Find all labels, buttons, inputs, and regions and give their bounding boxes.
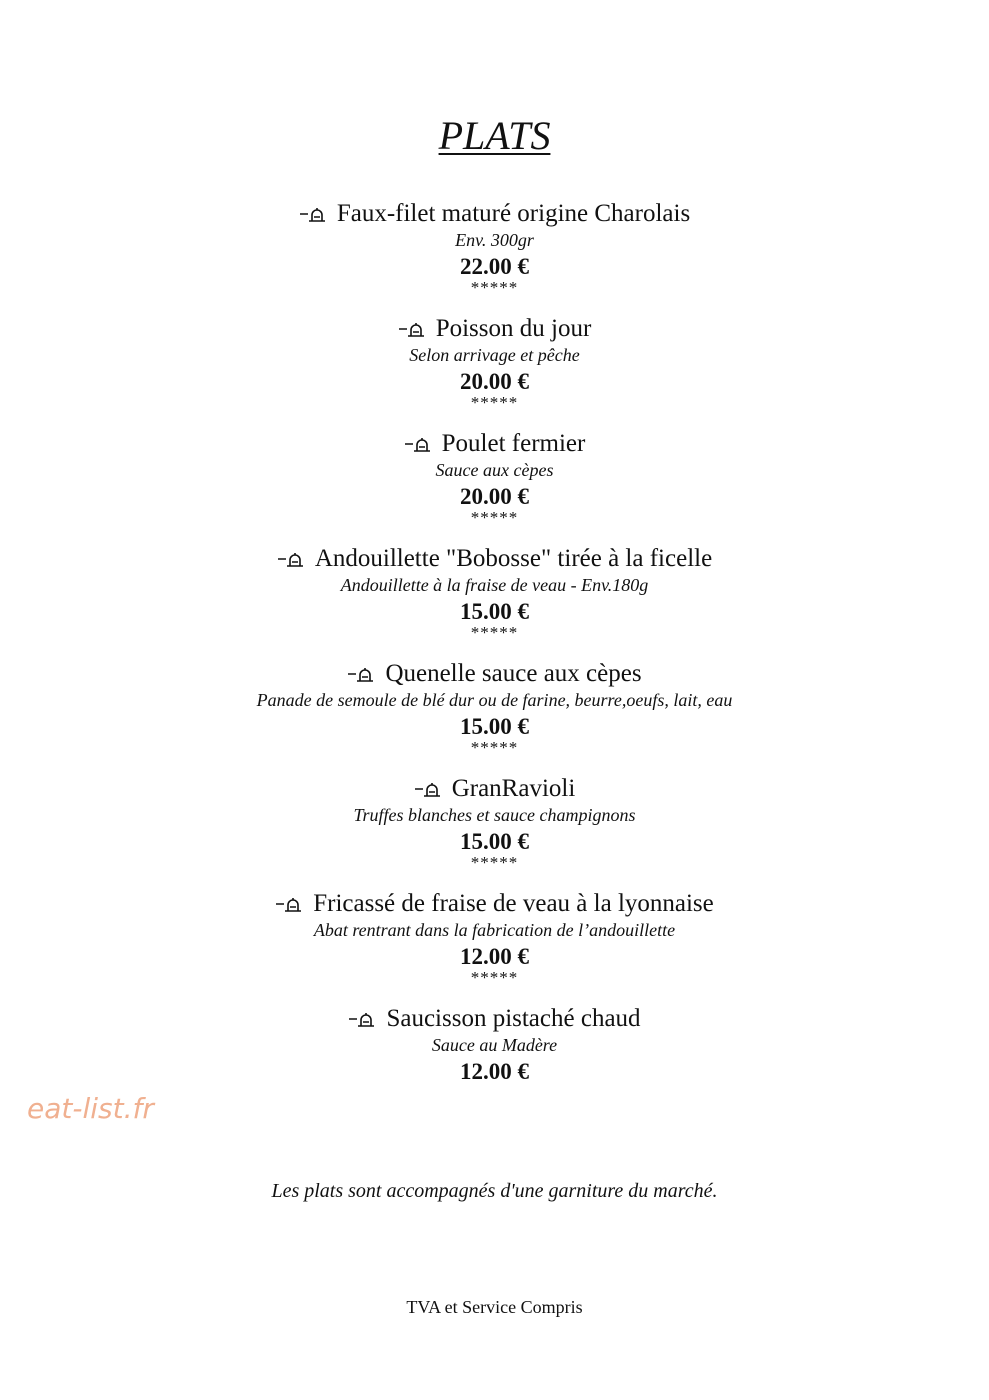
dish-name: Faux-filet maturé origine Charolais — [336, 200, 691, 227]
dish-price: 22.00 € — [460, 254, 529, 279]
dish-cloche-icon — [348, 1008, 376, 1030]
dish-name: Quenelle sauce aux cèpes — [385, 660, 642, 687]
dish-item — [0, 658, 989, 773]
dish-price: 20.00 € — [460, 484, 529, 509]
dish-description: Env. 300gr — [455, 230, 534, 250]
separator: ***** — [470, 968, 519, 987]
dish-cloche-icon — [404, 433, 432, 455]
dish-price: 20.00 € — [460, 369, 529, 394]
dish-description: Andouillette à la fraise de veau - Env.180g — [340, 575, 649, 595]
dish-item — [0, 773, 989, 888]
separator: ***** — [470, 853, 519, 872]
dish-price: 12.00 € — [460, 1059, 529, 1084]
dish-name: GranRavioli — [451, 775, 576, 802]
dish-price: 15.00 € — [460, 829, 529, 854]
dish-cloche-icon — [277, 548, 305, 570]
dish-item — [0, 313, 989, 428]
dish-price: 12.00 € — [460, 944, 529, 969]
dish-name-row — [347, 658, 641, 690]
dish-name-row — [277, 543, 712, 575]
dish-cloche-icon — [347, 663, 375, 685]
dish-name: Fricassé de fraise de veau à la lyonnaise — [313, 890, 714, 917]
dish-description: Selon arrivage et pêche — [409, 345, 580, 365]
dish-price: 15.00 € — [460, 714, 529, 739]
dish-cloche-icon — [398, 318, 426, 340]
dish-item — [0, 888, 989, 1003]
separator: ***** — [470, 738, 519, 757]
separator: ***** — [470, 508, 519, 527]
dish-name-row — [348, 1003, 640, 1035]
page-title: PLATS — [438, 113, 551, 158]
separator: ***** — [470, 623, 519, 642]
dish-list — [0, 198, 989, 1118]
dish-cloche-icon — [299, 203, 327, 225]
dish-description: Sauce aux cèpes — [435, 460, 554, 480]
dish-description: Abat rentrant dans la fabrication de l’andouillette — [313, 920, 676, 940]
dish-name: Poulet fermier — [441, 430, 586, 457]
dish-item — [0, 428, 989, 543]
dish-name: Saucisson pistaché chaud — [386, 1005, 641, 1032]
dish-description: Sauce au Madère — [431, 1035, 558, 1055]
dish-cloche-icon — [275, 893, 303, 915]
dish-description: Panade de semoule de blé dur ou de farine, beurre,oeufs, lait, eau — [256, 690, 733, 710]
dish-description: Truffes blanches et sauce champignons — [353, 805, 636, 825]
dish-name: Andouillette "Bobosse" tirée à la ficelle — [314, 545, 713, 572]
separator: ***** — [470, 278, 519, 297]
dish-name-row — [398, 313, 592, 345]
dish-name-row — [275, 888, 714, 920]
garnish-note: Les plats sont accompagnés d'une garniture du marché. — [271, 1180, 718, 1202]
dish-name-row — [404, 428, 586, 460]
tax-service-note: TVA et Service Compris — [406, 1297, 583, 1317]
dish-item — [0, 198, 989, 313]
separator: ***** — [470, 393, 519, 412]
dish-price: 15.00 € — [460, 599, 529, 624]
watermark: eat-list.fr — [27, 1092, 154, 1125]
dish-name-row — [414, 773, 576, 805]
dish-name-row — [299, 198, 690, 230]
dish-cloche-icon — [414, 778, 442, 800]
dish-name: Poisson du jour — [435, 315, 592, 342]
dish-item — [0, 543, 989, 658]
